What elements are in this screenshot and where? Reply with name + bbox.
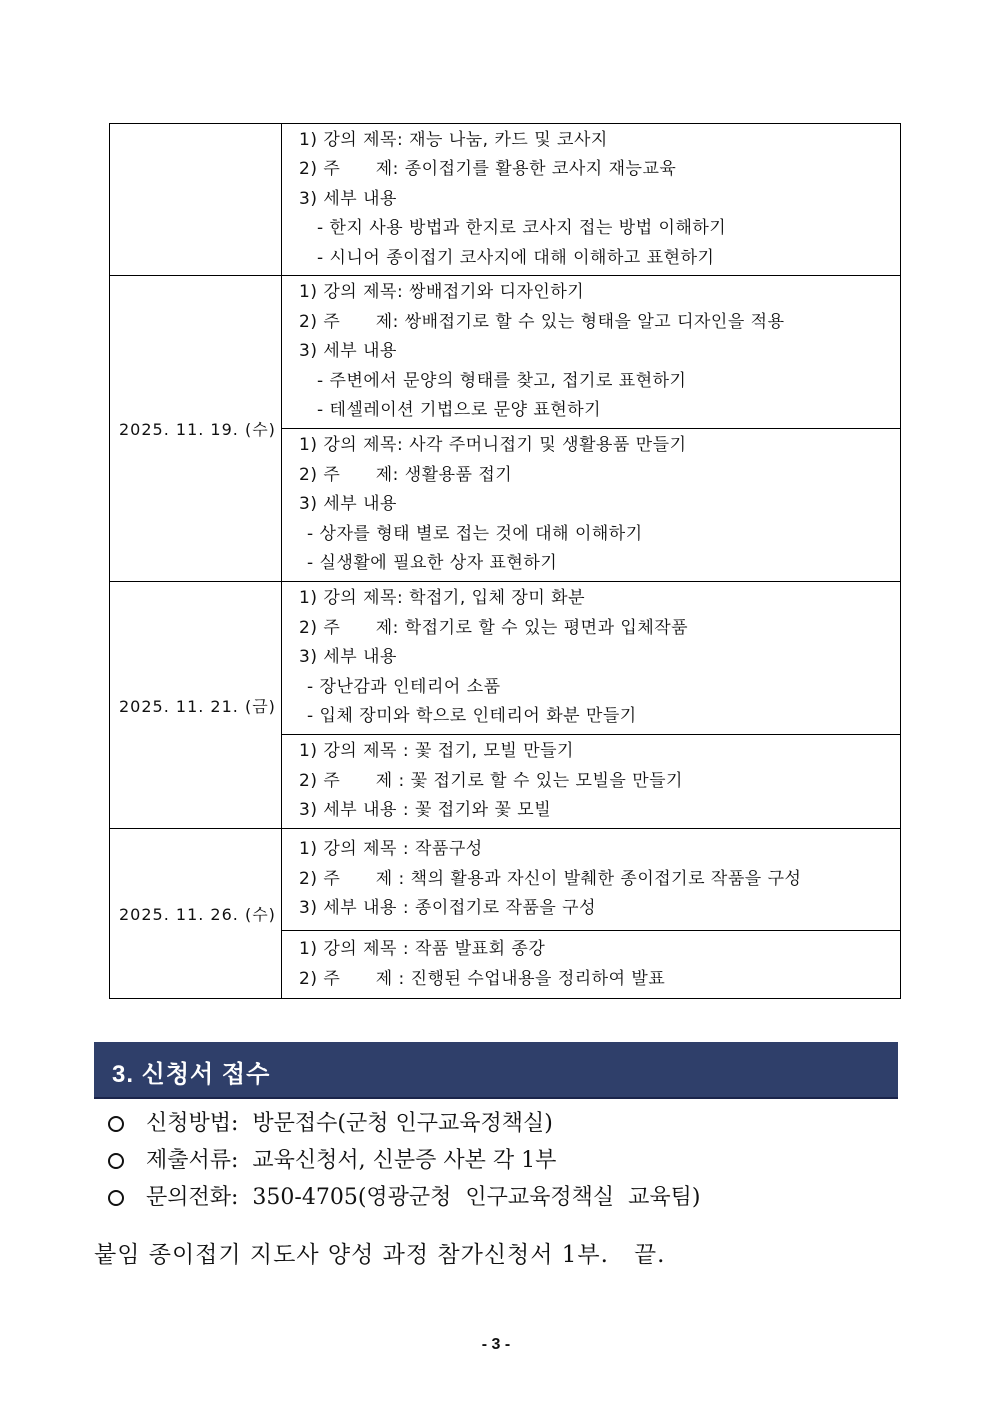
schedule-row xyxy=(110,829,901,931)
lecture-cell xyxy=(282,276,901,429)
lecture-line: - 상자를 형태 별로 접는 것에 대해 이해하기 xyxy=(307,523,643,544)
lecture-cell xyxy=(282,429,901,582)
schedule-date: 2025. 11. 26. (수) xyxy=(110,829,282,999)
bullet-contact xyxy=(108,1179,701,1216)
lecture-line: - 테셀레이션 기법으로 문양 표현하기 xyxy=(317,400,602,421)
lecture-line: - 시니어 종이접기 코사지에 대해 이해하고 표현하기 xyxy=(317,247,715,268)
lecture-line: 1) 강의 제목: 재능 나눔, 카드 및 코사지 xyxy=(299,129,608,150)
lecture-line: 1) 강의 제목 : 작품구성 xyxy=(299,839,483,860)
circle-bullet-icon xyxy=(108,1153,124,1169)
circle-bullet-icon xyxy=(108,1190,124,1206)
bullet-text: 문의전화: 350-4705(영광군청 인구교육정책실 교육팀) xyxy=(146,1185,701,1210)
lecture-line: 2) 주 제 : 책의 활용과 자신이 발췌한 종이접기로 작품을 구성 xyxy=(299,868,802,889)
lecture-line: 3) 세부 내용 : 종이접기로 작품을 구성 xyxy=(299,898,597,919)
lecture-line: 2) 주 제: 쌍배접기로 할 수 있는 형태을 알고 디자인을 적용 xyxy=(299,311,785,332)
lecture-line: 2) 주 제 : 진행된 수업내용을 정리하여 발표 xyxy=(299,968,666,989)
bullet-text: 신청방법: 방문접수(군청 인구교육정책실) xyxy=(146,1111,553,1136)
section-header xyxy=(94,1042,898,1099)
lecture-line: 3) 세부 내용 : 꽃 접기와 꽃 모빌 xyxy=(299,800,552,821)
schedule-row xyxy=(110,276,901,429)
page-number: - 3 - xyxy=(481,1336,511,1353)
bullet-method xyxy=(108,1105,701,1142)
attachment-note: 붙임 종이접기 지도사 양성 과정 참가신청서 1부. 끝. xyxy=(94,1242,666,1268)
lecture-line: 2) 주 제 : 꽃 접기로 할 수 있는 모빌을 만들기 xyxy=(299,770,683,791)
lecture-cell xyxy=(282,829,901,931)
lecture-line: 1) 강의 제목: 쌍배접기와 디자인하기 xyxy=(299,282,585,303)
schedule-date xyxy=(110,124,282,276)
lecture-cell xyxy=(282,931,901,999)
bullet-text: 제출서류: 교육신청서, 신분증 사본 각 1부 xyxy=(146,1148,557,1173)
lecture-line: 1) 강의 제목 : 꽃 접기, 모빌 만들기 xyxy=(299,741,574,762)
schedule-row xyxy=(110,582,901,735)
lecture-line: 1) 강의 제목: 사각 주머니접기 및 생활용품 만들기 xyxy=(299,435,687,456)
section-title: 3. 신청서 접수 xyxy=(112,1061,271,1088)
lecture-cell xyxy=(282,735,901,829)
application-info-list xyxy=(108,1105,701,1216)
lecture-line: - 실생활에 필요한 상자 표현하기 xyxy=(307,553,558,574)
lecture-line: - 주변에서 문양의 형태를 찾고, 접기로 표현하기 xyxy=(317,370,687,391)
lecture-line: - 한지 사용 방법과 한지로 코사지 접는 방법 이해하기 xyxy=(317,218,727,239)
schedule-date: 2025. 11. 19. (수) xyxy=(110,276,282,582)
schedule-table xyxy=(109,123,901,999)
schedule-row xyxy=(110,124,901,276)
lecture-line: 3) 세부 내용 xyxy=(299,341,397,362)
lecture-cell xyxy=(282,124,901,276)
bullet-documents xyxy=(108,1142,701,1179)
lecture-line: 2) 주 제: 학접기로 할 수 있는 평면과 입체작품 xyxy=(299,617,689,638)
lecture-line: 3) 세부 내용 xyxy=(299,188,397,209)
lecture-line: 2) 주 제: 생활용품 접기 xyxy=(299,464,513,485)
lecture-line: 3) 세부 내용 xyxy=(299,647,397,668)
lecture-line: 1) 강의 제목: 학접기, 입체 장미 화분 xyxy=(299,588,585,609)
lecture-line: 3) 세부 내용 xyxy=(299,494,397,515)
lecture-line: - 장난감과 인테리어 소품 xyxy=(307,676,501,697)
circle-bullet-icon xyxy=(108,1116,124,1132)
lecture-cell xyxy=(282,582,901,735)
lecture-line: 2) 주 제: 종이접기를 활용한 코사지 재능교육 xyxy=(299,159,677,180)
lecture-line: - 입체 장미와 학으로 인테리어 화분 만들기 xyxy=(307,706,637,727)
schedule-date: 2025. 11. 21. (금) xyxy=(110,582,282,829)
lecture-line: 1) 강의 제목 : 작품 발표회 종강 xyxy=(299,939,546,959)
